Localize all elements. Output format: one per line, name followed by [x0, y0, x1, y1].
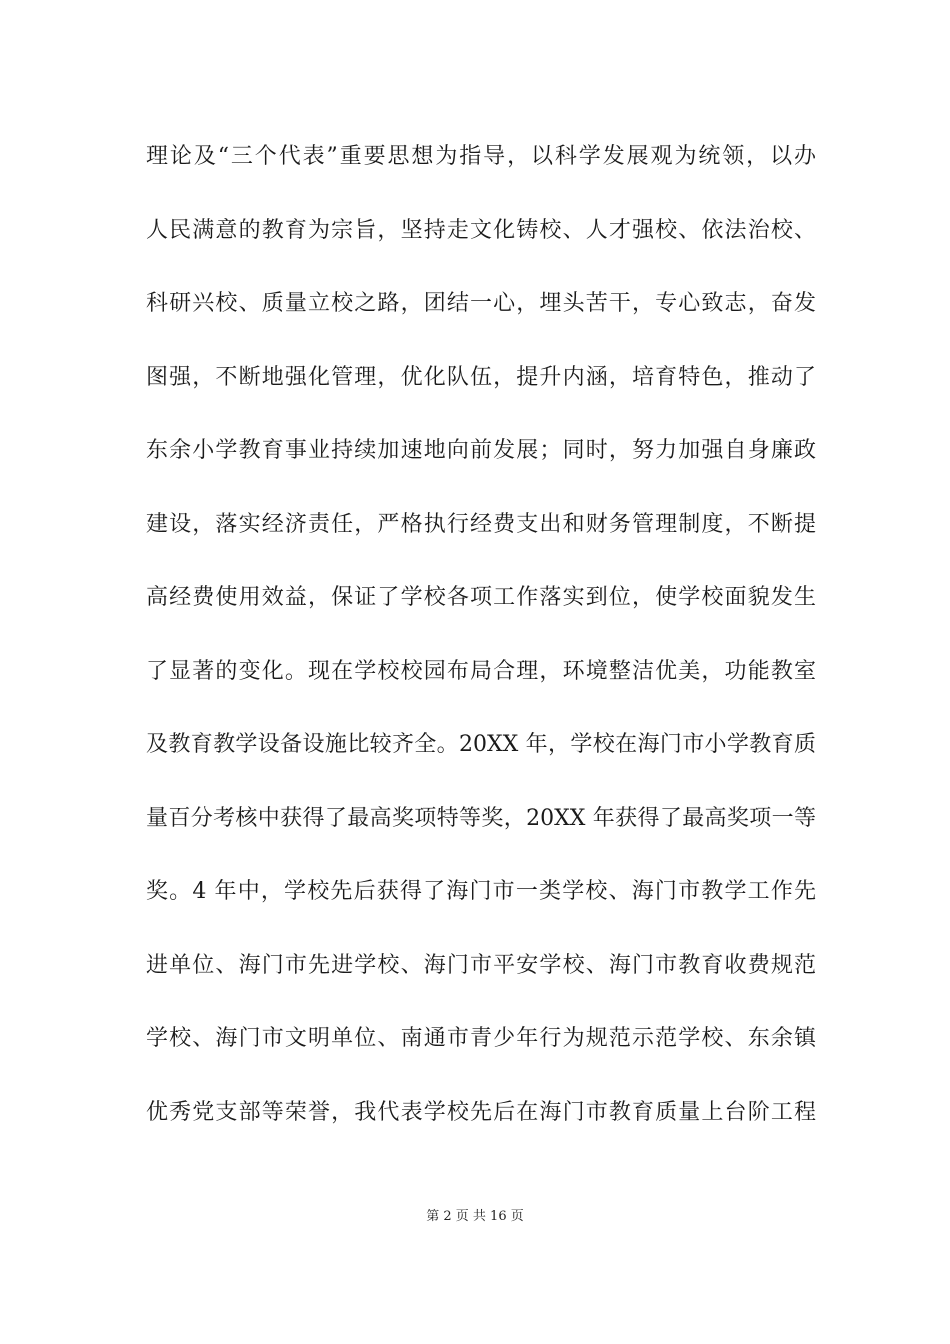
text-line-8: 了显著的变化。现在学校校园布局合理，环境整洁优美，功能教室	[146, 658, 816, 684]
page-number-footer: 第 2 页 共 16 页	[426, 1209, 524, 1224]
text-line-7: 高经费使用效益，保证了学校各项工作落实到位，使学校面貌发生	[146, 585, 816, 610]
text-line-4: 图强，不断地强化管理，优化队伍，提升内涵，培育特色，推动了	[146, 364, 816, 390]
text-line-9: 及教育教学设备设施比较齐全。20XX 年，学校在海门市小学教育质	[146, 732, 816, 757]
text-line-13: 学校、海门市文明单位、南通市青少年行为规范示范学校、东余镇	[146, 1026, 816, 1051]
text-line-6: 建设，落实经济责任，严格执行经费支出和财务管理制度，不断提	[146, 511, 816, 537]
text-line-11: 奖。4 年中，学校先后获得了海门市一类学校、海门市教学工作先	[146, 879, 816, 904]
text-line-10: 量百分考核中获得了最高奖项特等奖，20XX 年获得了最高奖项一等	[146, 805, 816, 831]
text-line-2: 人民满意的教育为宗旨，坚持走文化铸校、人才强校、依法治校、	[146, 217, 816, 243]
text-line-14: 优秀党支部等荣誉，我代表学校先后在海门市教育质量上台阶工程	[146, 1099, 816, 1125]
text-line-3: 科研兴校、质量立校之路，团结一心，埋头苦干，专心致志，奋发	[146, 291, 816, 316]
text-line-1: 理论及“三个代表”重要思想为指导，以科学发展观为统领，以办	[146, 144, 816, 169]
text-line-12: 进单位、海门市先进学校、海门市平安学校、海门市教育收费规范	[146, 952, 816, 978]
text-line-5: 东余小学教育事业持续加速地向前发展；同时，努力加强自身廉政	[146, 438, 816, 463]
body-text	[146, 132, 816, 1161]
